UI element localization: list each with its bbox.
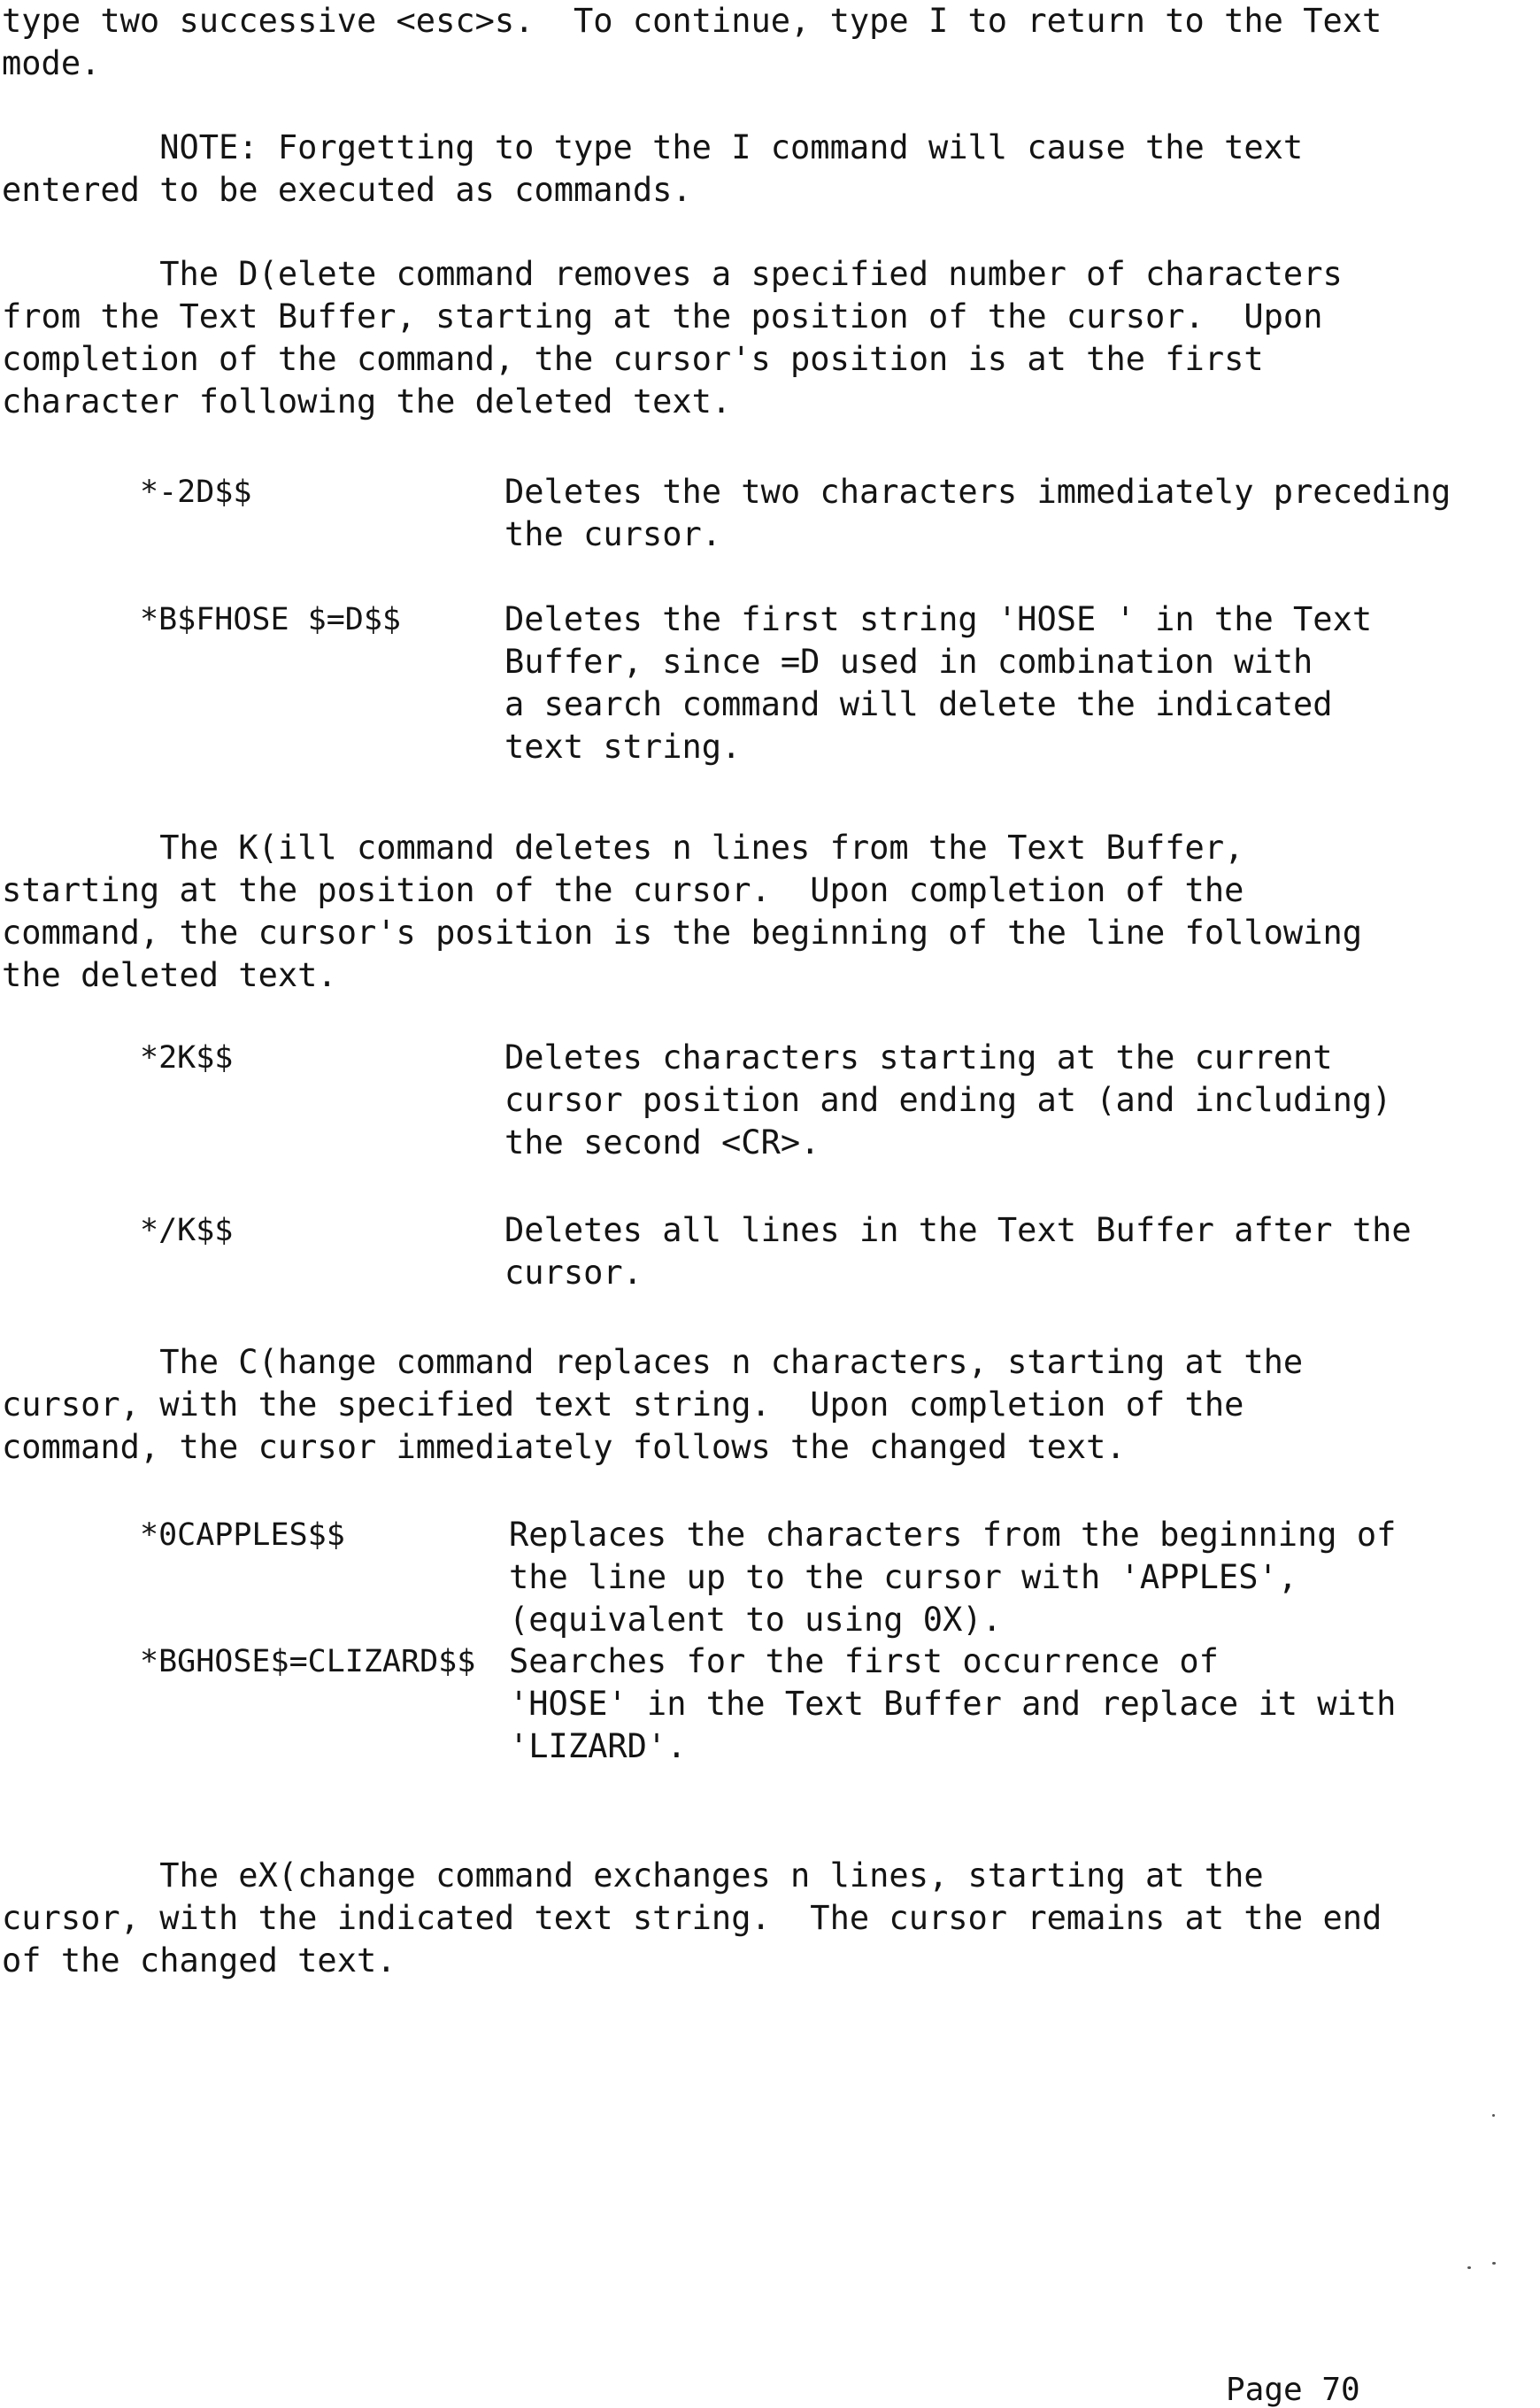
paragraph-esc-continue: type two successive <esc>s. To continue, type I to return to the Text mode. — [2, 2, 1382, 82]
example-command: *-2D$$ — [140, 475, 252, 510]
example-command: *B$FHOSE $=D$$ — [140, 602, 402, 637]
example-command: *BGHOSE$=CLIZARD$$ — [140, 1644, 476, 1679]
example-description: Deletes the first string 'HOSE ' in the Text Buffer, since =D used in combination with a search command will delete the indicated text string. — [504, 600, 1373, 766]
example-description: Deletes all lines in the Text Buffer after the cursor. — [504, 1211, 1412, 1292]
page-number: Page 70 — [1226, 2372, 1360, 2408]
example-description: Deletes the two characters immediately preceding the cursor. — [504, 473, 1451, 553]
example-command: */K$$ — [140, 1213, 234, 1248]
paragraph-delete-command: The D(elete command removes a specified number of characters from the Text Buffer, starting at the position of the cursor. Upon completion of the command, the cursor's position is at the first character following the deleted text. — [2, 255, 1343, 421]
example-description: Deletes characters starting at the current cursor position and ending at (and including) the second <CR>. — [504, 1038, 1392, 1162]
paragraph-kill-command: The K(ill command deletes n lines from the Text Buffer, starting at the position of the cursor. Upon completion of the command, the cursor's position is the beginning of the line following the deleted text. — [2, 829, 1363, 994]
paragraph-exchange-command: The eX(change command exchanges n lines, starting at the cursor, with the indicated text string. The cursor remains at the end of the changed text. — [2, 1856, 1382, 1980]
scan-speck — [1467, 2266, 1471, 2269]
paragraph-change-command: The C(hange command replaces n characters, starting at the cursor, with the specified text string. Upon completion of the command, the cursor immediately follows the changed text. — [2, 1343, 1304, 1466]
paragraph-note-forgetting-i: NOTE: Forgetting to type the I command will cause the text entered to be executed as commands. — [2, 128, 1304, 209]
scan-speck — [1492, 2114, 1495, 2117]
example-description: Replaces the characters from the beginning of the line up to the cursor with 'APPLES', (equivalent to using 0X). — [509, 1516, 1397, 1639]
example-command: *2K$$ — [140, 1040, 234, 1076]
example-command: *0CAPPLES$$ — [140, 1517, 345, 1553]
scan-speck — [1492, 2262, 1496, 2265]
example-description: Searches for the first occurrence of 'HOSE' in the Text Buffer and replace it with 'LIZARD'. — [509, 1642, 1397, 1765]
